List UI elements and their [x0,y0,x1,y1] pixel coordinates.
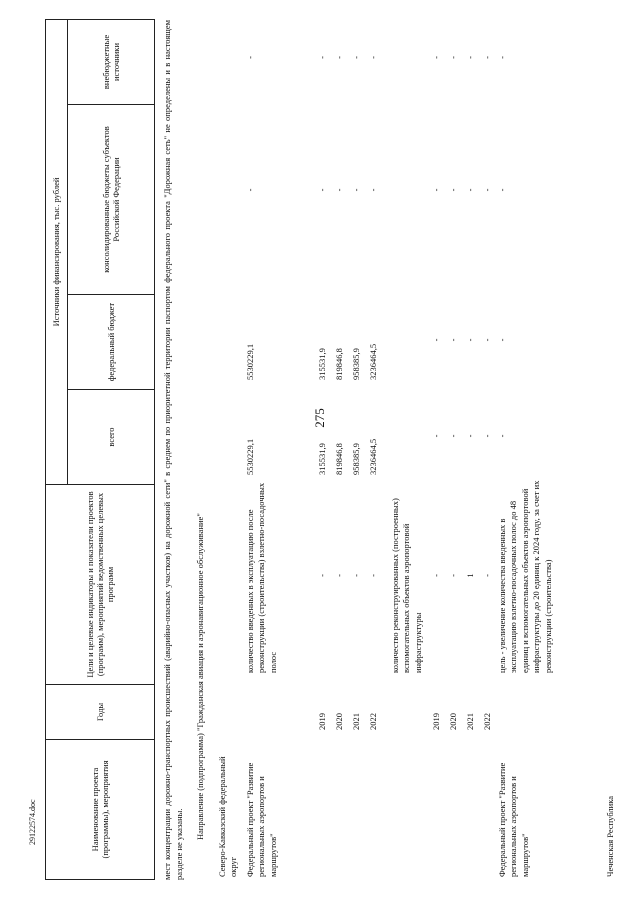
header-federal: федеральный бюджет [68,295,155,390]
federal-value: 958385,9 [351,348,361,380]
federal-value: 5530229,1 [245,343,255,380]
regional-value: - [465,188,475,192]
indicator-value: - [482,574,492,577]
total-value: 819846,8 [334,443,344,475]
total-value: 958385,9 [351,443,361,475]
federal-value: - [465,338,475,342]
federal-value: 3236464,5 [368,343,378,380]
intro-text: мест концентрации дорожно-транспортных происшествий (аварийно-опасных участков) на дорожной сети" в среднем по приоритетной территории паспортом федерального проекта "Дорожная сеть" не определены и в настоящем разделе не указаны. [162,20,185,880]
extra-value: - [465,56,475,59]
federal-value: - [448,338,458,342]
header-goals: Цели и целевые индикаторы и показатели проектов (программ), мероприятий ведомственных целевых программ [46,485,155,685]
indicator-text: количество реконструированных (построенных) вспомогательных объектов аэропортовой инфраструктуры [390,498,423,673]
year-cell: 2020 [334,713,344,730]
year-cell: 2022 [368,713,378,730]
total-value: - [431,434,441,438]
federal-value: 315531,9 [317,348,327,380]
header-years: Годы [46,685,155,740]
indicator-value: - [448,574,458,577]
regional-value: - [448,188,458,192]
indicator-value: - [334,574,344,577]
direction-heading: Направление (подпрограмма) "Гражданская авиация и аэронавигационное обслуживание" [195,513,205,840]
federal-value: - [497,338,507,342]
header-financing-group: Источники финансирования, тыс. рублей [46,20,68,485]
extra-value: - [431,56,441,59]
regional-value: - [368,188,378,192]
total-value: 315531,9 [317,443,327,475]
region-label: Чеченская Республика [605,796,615,877]
goal-text: цель - увеличение количества введенных в эксплуатацию взлетно-посадочных полос до 48 единиц и вспомогательных объектов аэропортовой инфраструктуры до 20 единиц к 2024 году, за счет их реконструкции (строительства) [497,480,553,673]
year-cell: 2019 [317,713,327,730]
regional-value: - [317,188,327,192]
header-table [45,19,155,880]
total-value: 3236464,5 [368,438,378,475]
year-cell: 2022 [482,713,492,730]
extra-value: - [448,56,458,59]
header-total: всего [68,390,155,485]
page-number: 275 [312,408,327,428]
project-name: Федеральный проект "Развитие региональных аэропортов и маршрутов" [245,762,278,877]
indicator-value: - [351,574,361,577]
region-label: Северо-Кавказский федеральный округ [217,756,239,877]
extra-value: - [245,56,255,59]
total-value: - [448,434,458,438]
year-cell: 2020 [448,713,458,730]
extra-value: - [317,56,327,59]
year-cell: 2021 [465,713,475,730]
regional-value: - [431,188,441,192]
total-value: - [465,434,475,438]
regional-value: - [334,188,344,192]
project-name: Федеральный проект "Развитие региональных аэропортов и маршрутов" [497,762,530,877]
total-value: - [482,434,492,438]
total-value: - [497,434,507,438]
federal-value: - [431,338,441,342]
extra-value: - [334,56,344,59]
regional-value: - [497,188,507,192]
year-cell: 2019 [431,713,441,730]
landscape-document [45,20,640,880]
federal-value: 819846,8 [334,348,344,380]
indicator-value: 1 [465,573,475,578]
year-cell: 2021 [351,713,361,730]
header-regional: консолидированные бюджеты субъектов Российской Федерации [68,105,155,295]
extra-value: - [368,56,378,59]
regional-value: - [351,188,361,192]
extra-value: - [497,56,507,59]
indicator-text: количество введенных в эксплуатацию после реконструкции (строительства) взлетно-посадочных полос [245,482,278,673]
total-value: 5530229,1 [245,438,255,475]
indicator-value: - [317,574,327,577]
regional-value: - [245,188,255,192]
extra-value: - [351,56,361,59]
document-id: 29122574.doc [28,799,37,845]
federal-value: - [482,338,492,342]
header-project-name: Наименование проекта (программы), мероприятия [46,740,155,880]
header-extra: внебюджетные источники [68,20,155,105]
indicator-value: - [368,574,378,577]
indicator-value: - [431,574,441,577]
regional-value: - [482,188,492,192]
extra-value: - [482,56,492,59]
